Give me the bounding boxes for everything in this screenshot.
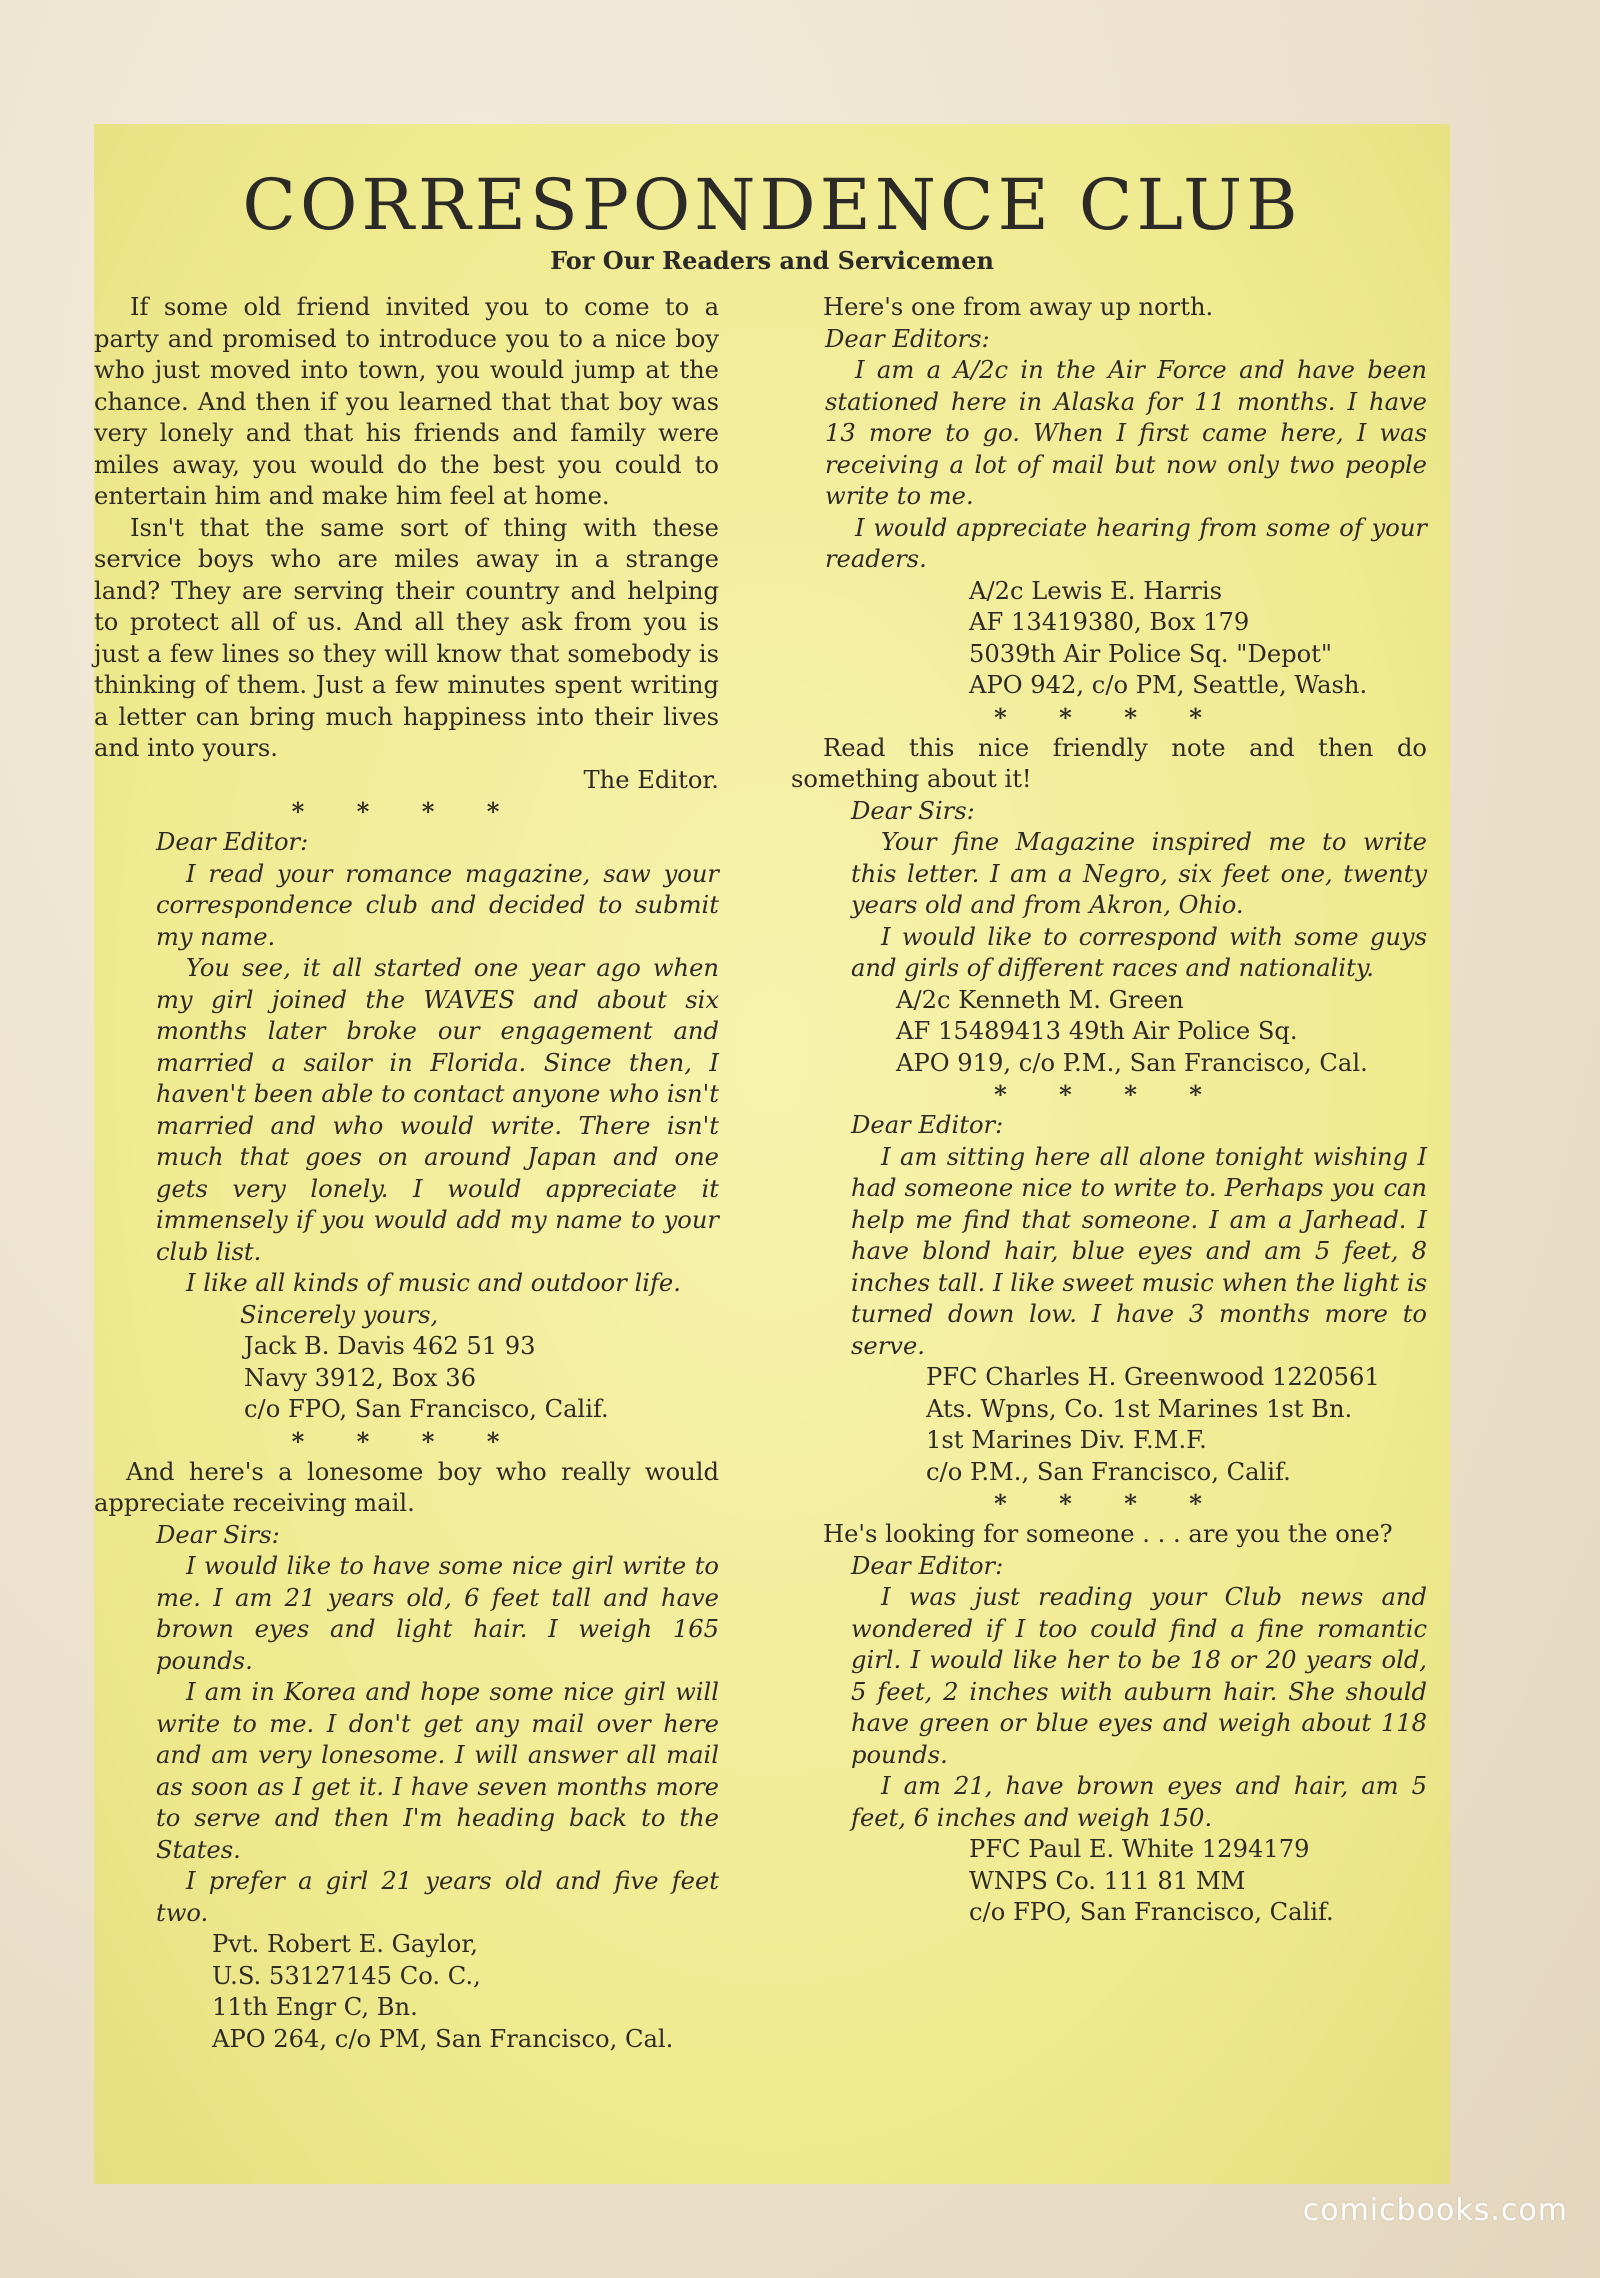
letter-address-line: U.S. 53127145 Co. C.,: [212, 1961, 481, 1990]
letter-address-line: WNPS Co. 111 81 MM: [969, 1866, 1246, 1895]
letter-salutation: Dear Editors:: [825, 324, 990, 353]
letter-address-line: APO 919, c/o P.M., San Francisco, Cal.: [896, 1048, 1368, 1077]
letter-paragraph: I am in Korea and hope some nice girl will write to me. I don't get any mail over here and am very lonesome. I will answer all mail as soon as I get it. I have seven months more to serve and then I'm heading back to the States.: [156, 1678, 719, 1864]
editor-lead-in: He's looking for someone . . . are you the one?: [823, 1520, 1393, 1548]
letter-address-line: 11th Engr C, Bn.: [212, 1993, 418, 2021]
letter-address-line: 1st Marines Div. F.M.F.: [926, 1426, 1207, 1454]
letter-address-line: c/o FPO, San Francisco, Calif.: [969, 1898, 1334, 1926]
letter-address-line: PFC Paul E. White 1294179: [969, 1835, 1310, 1863]
letter-address-line: A/2c Lewis E. Harris: [969, 576, 1222, 605]
letter: [791, 324, 1427, 576]
letter-salutation: Dear Sirs:: [156, 1520, 280, 1549]
letter-paragraph: Your fine Magazine inspired me to write this letter. I am a Negro, six feet one, twenty years old and from Akron, Ohio.: [851, 828, 1427, 919]
editor-lead-in: Read this nice friendly note and then do something about it!: [791, 733, 1427, 793]
letter-paragraph: I was just reading your Club news and wondered if I too could find a fine romantic girl. I would like her to be 18 or 20 years old, 5 feet, 2 inches with auburn hair. She should have green or blue eyes and weigh about 118 pounds.: [851, 1583, 1427, 1769]
page-subtitle: For Our Readers and Servicemen: [550, 246, 994, 275]
section-divider: * * * *: [291, 797, 522, 826]
letter-paragraph: I prefer a girl 21 years old and five feet two.: [156, 1867, 719, 1927]
letter-paragraph: You see, it all started one year ago when my girl joined the WAVES and about six months later broke our engagement and married a sailor in Florida. Since then, I haven't been able to contact anyone who isn't married and who would write. There isn't much that goes on around Japan and one gets very lonely. I would appreciate it immensely if you would add my name to your club list.: [156, 954, 719, 1266]
right-column: [791, 292, 1427, 1929]
editor-lead-in: Here's one from away up north.: [823, 293, 1214, 321]
letter-address-line: Jack B. Davis 462 51 93: [244, 1332, 536, 1360]
letter-salutation: Dear Sirs:: [851, 796, 975, 825]
letter-address-line: APO 942, c/o PM, Seattle, Wash.: [969, 671, 1368, 699]
intro-paragraph: If some old friend invited you to come to a party and promised to introduce you to a nice boy who just moved into town, you would jump at the chance. And then if you learned that that boy was very lonely and that his friends and family were miles away, you would do the best you could to entertain him and make him feel at home.: [94, 293, 719, 510]
editor-signature: The Editor.: [583, 765, 719, 794]
letter-address-line: A/2c Kenneth M. Green: [896, 985, 1184, 1014]
letter-salutation: Dear Editor:: [156, 828, 309, 856]
site-watermark: comicbooks.com: [1302, 2193, 1568, 2228]
letter-address-line: Navy 3912, Box 36: [244, 1363, 476, 1392]
letter-paragraph: I am a A/2c in the Air Force and have been stationed here in Alaska for 11 months. I have 13 more to go. When I first came here, I was receiving a lot of mail but now only two people write to me.: [825, 356, 1427, 510]
letter-address-line: Ats. Wpns, Co. 1st Marines 1st Bn.: [926, 1394, 1353, 1423]
letter-address-line: AF 15489413 49th Air Police Sq.: [896, 1017, 1298, 1045]
letter-address-line: APO 264, c/o PM, San Francisco, Cal.: [212, 2024, 674, 2053]
letter-paragraph: I like all kinds of music and outdoor life.: [186, 1269, 681, 1297]
letter: [94, 1520, 719, 1930]
letter: [791, 1110, 1427, 1362]
editor-lead-in: And here's a lonesome boy who really would appreciate receiving mail.: [94, 1457, 719, 1517]
letter-address-line: Pvt. Robert E. Gaylor,: [212, 1930, 478, 1958]
letter-address-line: c/o FPO, San Francisco, Calif.: [244, 1395, 609, 1423]
letter-salutation: Dear Editor:: [851, 1111, 1004, 1139]
letter: [94, 827, 719, 1300]
section-divider: * * * *: [994, 1080, 1224, 1109]
letter-paragraph: I would like to have some nice girl write to me. I am 21 years old, 6 feet tall and have brown eyes and light hair. I weigh 165 pounds.: [156, 1552, 719, 1675]
letter-paragraph: I would appreciate hearing from some of your readers.: [825, 513, 1427, 573]
letter-address-line: PFC Charles H. Greenwood 1220561: [926, 1363, 1380, 1391]
letter-salutation: Dear Editor:: [851, 1551, 1004, 1580]
letter: [791, 796, 1427, 985]
letter-address-line: c/o P.M., San Francisco, Calif.: [926, 1457, 1291, 1486]
section-divider: * * * *: [291, 1426, 522, 1456]
letter-paragraph: I am sitting here all alone tonight wishing I had someone nice to write to. Perhaps you can help me find that someone. I am a Jarhead. I have blond hair, blue eyes and am 5 feet, 8 inches tall. I like sweet music when the light is turned down low. I have 3 months more to serve.: [851, 1142, 1427, 1360]
left-column: [94, 292, 719, 2055]
letter-address-line: 5039th Air Police Sq. "Depot": [969, 639, 1333, 668]
letter-paragraph: I am 21, have brown eyes and hair, am 5 feet, 6 inches and weigh 150.: [851, 1772, 1427, 1832]
letter-closing: Sincerely yours,: [240, 1300, 439, 1329]
page-panel: [94, 124, 1450, 2184]
letter-paragraph: I read your romance magazine, saw your correspondence club and decided to submit my name.: [156, 859, 719, 951]
section-divider: * * * *: [994, 1489, 1224, 1518]
letter-paragraph: I would like to correspond with some guys and girls of different races and nationality.: [851, 922, 1427, 982]
page-title: CORRESPONDENCE CLUB: [242, 164, 1302, 246]
section-divider: * * * *: [994, 702, 1224, 732]
letter: [791, 1551, 1427, 1835]
letter-address-line: AF 13419380, Box 179: [969, 608, 1250, 636]
intro-paragraph: Isn't that the same sort of thing with these service boys who are miles away in a strange land? They are serving their country and helping to protect all of us. And all they ask from you is just a few lines so they will know that somebody is thinking of them. Just a few minutes spent writing a letter can bring much happiness into their lives and into yours.: [94, 513, 719, 762]
